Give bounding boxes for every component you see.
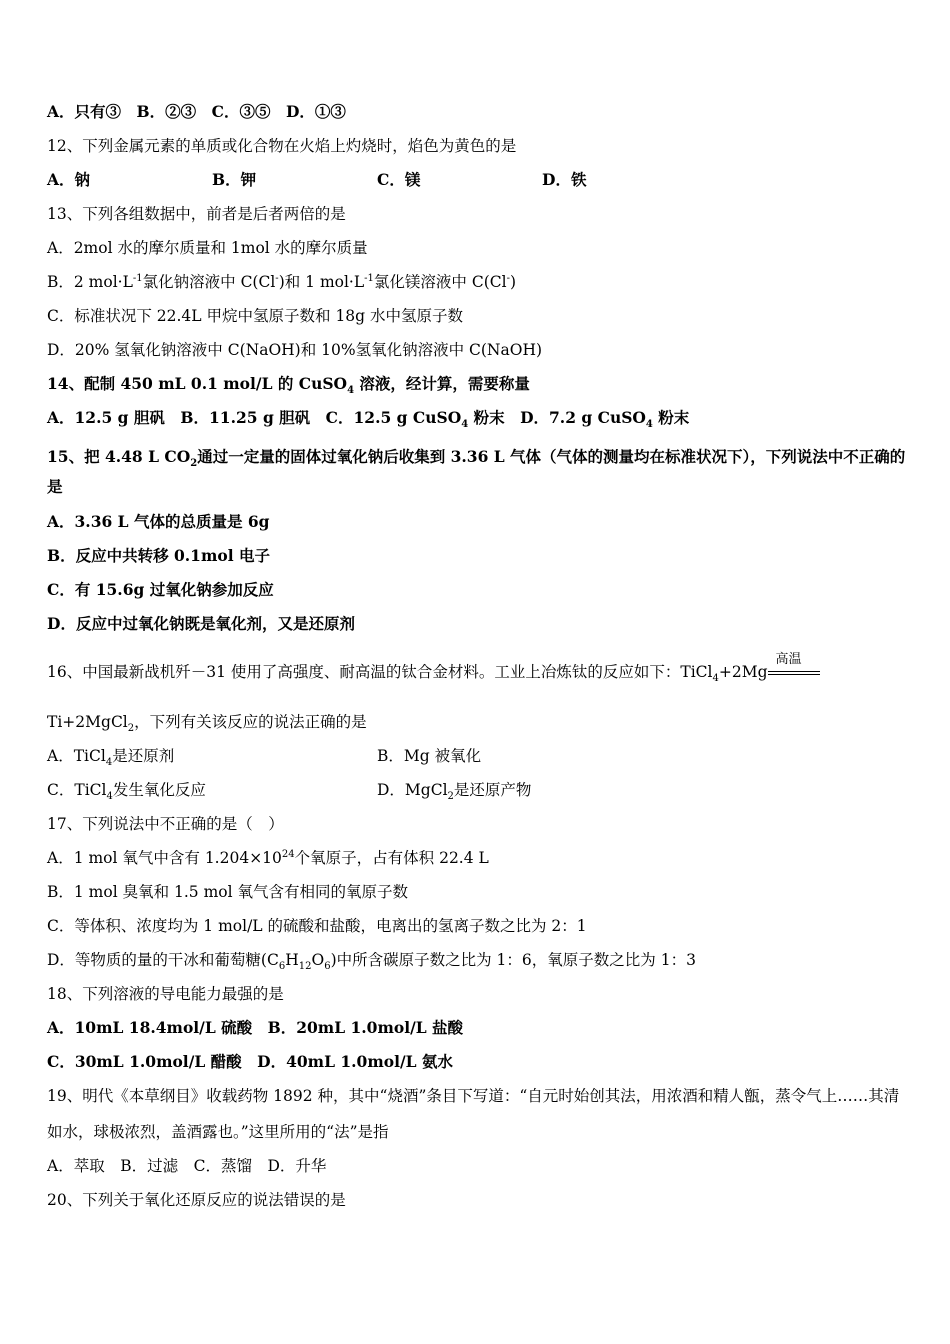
q16-option-a: A．TiCl$_4$是还原剂 [47, 747, 175, 769]
q12-option-b: B．钾 [212, 170, 257, 189]
q13-option-d: D．20% 氢氧化钠溶液中 C(NaOH)和 10%氢氧化钠溶液中 C(NaOH) [47, 341, 543, 359]
q16-option-d: D．MgCl$_2$是还原产物 [377, 781, 532, 803]
q17-option-b: B．1 mol 臭氧和 1.5 mol 氧气含有相同的氧原子数 [47, 883, 409, 901]
q20-stem: 20、下列关于氧化还原反应的说法错误的是 [47, 1191, 346, 1209]
q12-option-a: A．钠 [47, 170, 91, 189]
q15-option-d: D．反应中过氧化钠既是氧化剂，又是还原剂 [47, 614, 355, 633]
q15-stem: 15、把 4.48 L $CO_2$通过一定量的固体过氧化钠后收集到 3.36 L 气体（气体的测量均在标准状况下），下列说法中不正确的是 [47, 447, 906, 496]
q11-options: A．只有③ B．②③ C．③⑤ D．①③ [47, 102, 346, 121]
q17-option-c: C．等体积、浓度均为 1 mol/L 的硫酸和盐酸，电离出的氢离子数之比为 2：1 [47, 917, 587, 935]
q16-stem-line2: Ti+2MgCl$_2$，下列有关该反应的说法正确的是 [47, 713, 367, 735]
q15-option-b: B．反应中共转移 0.1mol 电子 [47, 546, 270, 565]
q14-stem: 14、配制 450 mL 0.1 mol/L 的 CuSO$_4$ 溶液，经计算，需要称量 [47, 374, 530, 397]
q17-option-a: A．1 mol 氧气中含有 $1.204\times 10^{24}$个氧原子，占有体积 22.4 L [47, 848, 489, 867]
q16-stem: 16、中国最新战机歼－31 使用了高强度、耐高温的钛合金材料。工业上冶炼钛的反应如下：TiCl$_4$+2Mg 高温 [47, 662, 820, 682]
q15-option-a: A．3.36 L 气体的总质量是 6g [47, 512, 270, 531]
q12-option-c: C．镁 [377, 170, 421, 189]
reaction-condition-arrow: 高温 [768, 662, 820, 682]
q13-stem: 13、下列各组数据中，前者是后者两倍的是 [47, 205, 346, 223]
q17-stem: 17、下列说法中不正确的是（ ） [47, 815, 284, 833]
q18-stem: 18、下列溶液的导电能力最强的是 [47, 985, 284, 1003]
q14-options: A．12.5 g 胆矾 B．11.25 g 胆矾 C．12.5 g CuSO$_4$ 粉末 D．7.2 g CuSO$_4$ 粉末 [47, 408, 690, 431]
q17-option-d: D．等物质的量的干冰和葡萄糖$(C_6H_{12}O_6)$中所含碳原子数之比为 1：6，氧原子数之比为 1：3 [47, 951, 696, 973]
q13-option-b: B．2 $mol\cdot L^{-1}$氯化钠溶液中 C(Cl-)和 1 $mol\cdot L^{-1}$氯化镁溶液中 C(Cl-) [47, 272, 517, 291]
q16-option-b: B．Mg 被氧化 [377, 747, 482, 765]
q12-stem: 12、下列金属元素的单质或化合物在火焰上灼烧时，焰色为黄色的是 [47, 137, 517, 155]
q19-options: A．萃取 B．过滤 C．蒸馏 D．升华 [47, 1157, 327, 1175]
q13-option-c: C．标准状况下 22.4L 甲烷中氢原子数和 18g 水中氢原子数 [47, 307, 464, 325]
q12-option-d: D．铁 [542, 170, 587, 189]
q15-option-c: C．有 15.6g 过氧化钠参加反应 [47, 580, 274, 599]
q18-options-ab: A．10mL 18.4mol/L 硫酸 B．20mL 1.0mol/L 盐酸 [47, 1018, 464, 1037]
q19-stem: 19、明代《本草纲目》收载药物 1892 种，其中“烧酒”条目下写道：“自元时始创其法，用浓酒和精人甑，蒸令气上……其清如水，球极浓烈，盖酒露也。”这里所用的“法”是指 [47, 1087, 900, 1141]
q13-option-a: A．2mol 水的摩尔质量和 1mol 水的摩尔质量 [47, 239, 368, 257]
q18-options-cd: C．30mL 1.0mol/L 醋酸 D．40mL 1.0mol/L 氨水 [47, 1052, 453, 1071]
q16-option-c: C．TiCl$_4$发生氧化反应 [47, 781, 206, 803]
